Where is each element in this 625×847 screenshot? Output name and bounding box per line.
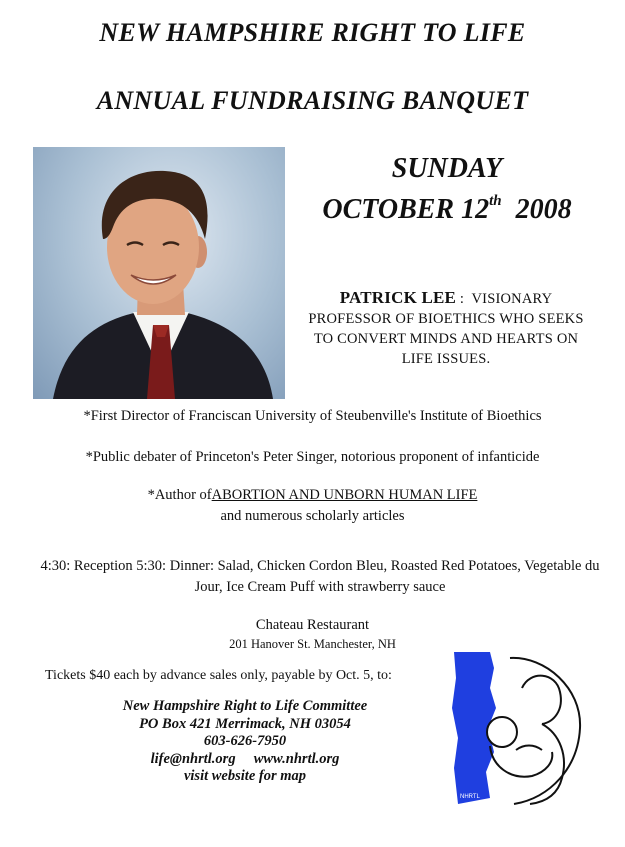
org-name: New Hampshire Right to Life Committee bbox=[122, 698, 368, 714]
speaker-photo bbox=[33, 147, 285, 399]
mother-child-logo-icon bbox=[450, 648, 590, 808]
organization-contact bbox=[60, 698, 430, 786]
event-year: 2008 bbox=[515, 194, 572, 225]
ticket-info: Tickets $40 each by advance sales only, payable by Oct. 5, to: bbox=[45, 668, 392, 683]
speaker-info bbox=[306, 288, 586, 369]
author-suffix: and numerous scholarly articles bbox=[220, 508, 405, 524]
speaker-name: PATRICK LEE bbox=[339, 288, 457, 307]
org-email[interactable]: life@nhrtl.org bbox=[150, 750, 236, 767]
nhrtl-logo bbox=[450, 648, 590, 808]
event-date-line bbox=[288, 185, 606, 226]
author-prefix: *Author of bbox=[147, 487, 212, 503]
venue-address: 201 Hanover St. Manchester, NH bbox=[229, 637, 396, 651]
credential-item: *Public debater of Princeton's Peter Singer, notorious proponent of infanticide bbox=[85, 449, 540, 465]
banner-title-line2: ANNUAL FUNDRAISING BANQUET bbox=[96, 86, 529, 115]
org-map-note: visit website for map bbox=[183, 768, 307, 784]
speaker-portrait-image bbox=[33, 147, 285, 399]
event-month-day: OCTOBER 12 bbox=[322, 194, 490, 225]
banner-title-line1: NEW HAMPSHIRE RIGHT TO LIFE bbox=[99, 18, 526, 47]
org-website[interactable]: www.nhrtl.org bbox=[253, 750, 340, 767]
book-title: ABORTION AND UNBORN HUMAN LIFE bbox=[211, 487, 478, 503]
venue-name: Chateau Restaurant bbox=[255, 617, 370, 633]
org-web-line bbox=[60, 751, 430, 769]
event-date bbox=[288, 152, 606, 226]
event-schedule: 4:30: Reception 5:30: Dinner: Salad, Chicken Cordon Bleu, Roasted Red Potatoes, Vegetable du Jour, Ice Cream Puff with strawberry sauce bbox=[40, 558, 600, 595]
org-po-box: PO Box 421 Merrimack, NH 03054 bbox=[139, 715, 351, 732]
speaker-separator: : bbox=[459, 291, 465, 307]
event-day: SUNDAY bbox=[391, 153, 503, 184]
event-date-suffix: th bbox=[489, 193, 502, 209]
credential-item: *First Director of Franciscan University of Steubenville's Institute of Bioethics bbox=[83, 408, 542, 424]
org-phone: 603-626-7950 bbox=[203, 733, 287, 749]
speaker-description: VISIONARY PROFESSOR OF BIOETHICS WHO SEEKS TO CONVERT MINDS AND HEARTS ON LIFE ISSUES. bbox=[308, 291, 584, 367]
logo-mark-text: NHRTL bbox=[460, 794, 480, 800]
credential-item-author bbox=[0, 487, 625, 504]
